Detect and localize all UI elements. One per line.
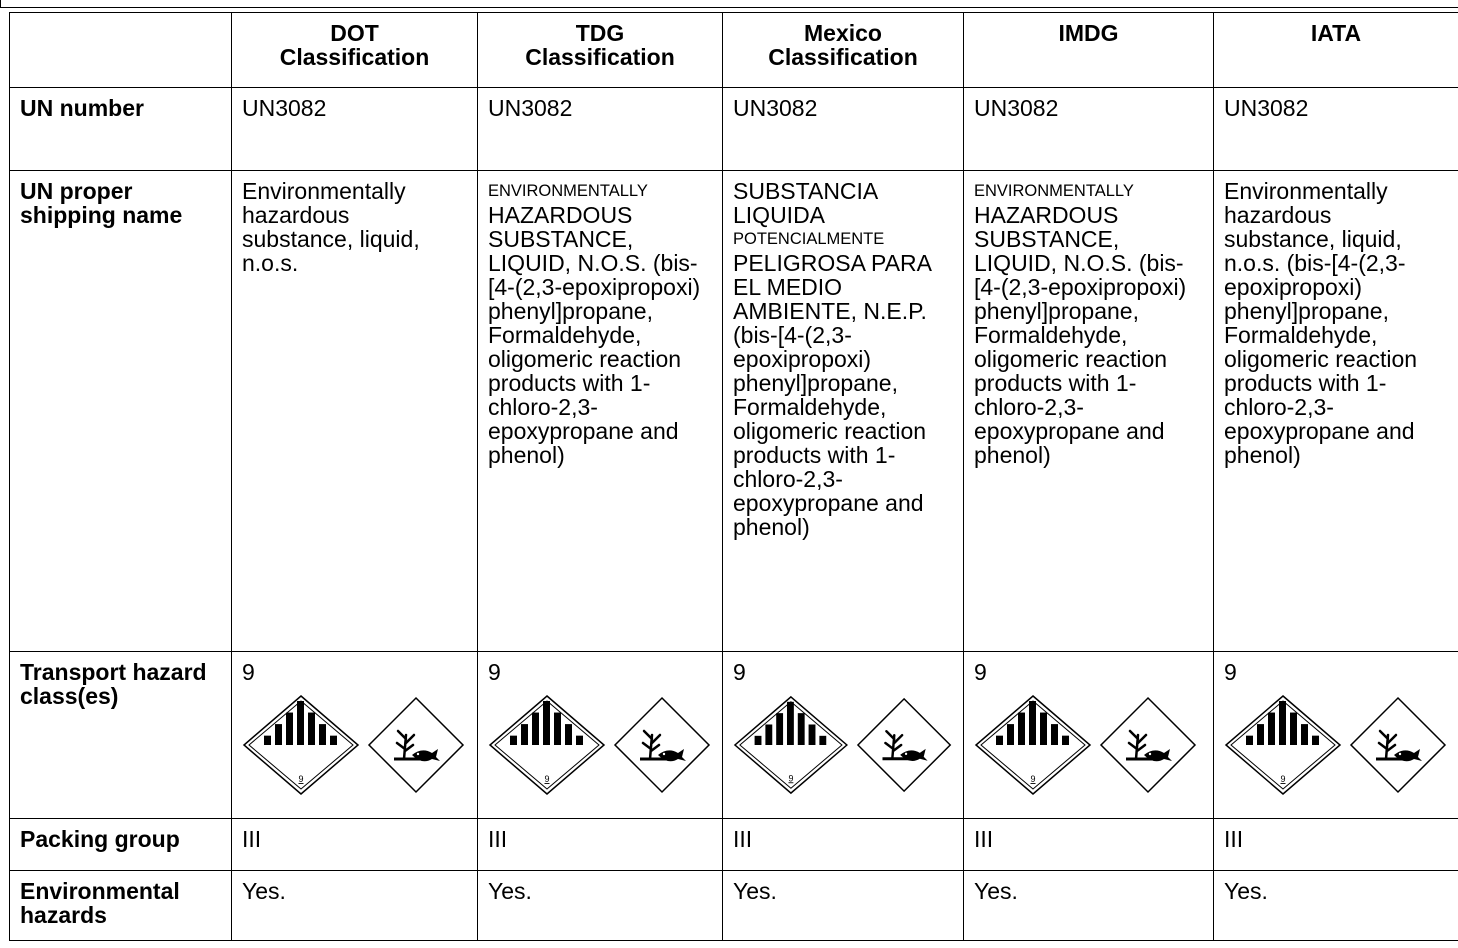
- un-number-mexico: UN3082: [723, 88, 964, 171]
- table-row-shipping-name: [10, 171, 1458, 652]
- row-label-environmental: Environmental hazards: [10, 871, 232, 941]
- shipping-name-mexico: SUBSTANCIA LIQUIDA POTENCIALMENTE PELIGROSA PARA EL MEDIO AMBIENTE, N.E.P. (bis-[4-(2,3-epoxipropoxi) phenyl]propane, Formaldehyde, oligomeric reaction products with 1-chloro-2,3-epoxypropane and phenol): [723, 171, 964, 652]
- shipping-name-iata: Environmentally hazardous substance, liquid, n.o.s. (bis-[4-(2,3-epoxipropoxi) phenyl]propane, Formaldehyde, oligomeric reaction products with 1-chloro-2,3-epoxypropane and phenol): [1214, 171, 1458, 652]
- packing-group-tdg: III: [478, 819, 723, 871]
- transport-information-table: [9, 12, 1458, 941]
- corner-cell: [10, 13, 232, 88]
- environmental-hazard-placard-icon: [855, 695, 953, 795]
- environmental-mexico: Yes.: [723, 871, 964, 941]
- previous-section-border: [0, 0, 1458, 8]
- hazard-class-imdg: 9 9: [964, 652, 1214, 819]
- un-number-dot: UN3082: [232, 88, 478, 171]
- table-row-packing-group: [10, 819, 1458, 871]
- environmental-hazard-placard-icon: [1348, 695, 1448, 795]
- row-label-un-number: UN number: [10, 88, 232, 171]
- environmental-hazard-placard-icon: [366, 695, 466, 795]
- packing-group-dot: III: [232, 819, 478, 871]
- svg-text:9: 9: [1280, 774, 1286, 784]
- column-header-dot: DOT Classification: [232, 13, 478, 88]
- placards: [974, 694, 1203, 796]
- environmental-iata: Yes.: [1214, 871, 1458, 941]
- table-row-environmental: [10, 871, 1458, 941]
- hazard-class-tdg: 9 9: [478, 652, 723, 819]
- row-label-hazard-class: Transport hazard class(es): [10, 652, 232, 819]
- environmental-imdg: Yes.: [964, 871, 1214, 941]
- svg-text:9: 9: [1030, 774, 1036, 784]
- class-9-placard-icon: [1224, 694, 1342, 796]
- column-header-iata: IATA: [1214, 13, 1458, 88]
- un-number-tdg: UN3082: [478, 88, 723, 171]
- header-row: [10, 13, 1458, 88]
- packing-group-mexico: III: [723, 819, 964, 871]
- environmental-hazard-placard-icon: [612, 695, 712, 795]
- un-number-iata: UN3082: [1214, 88, 1458, 171]
- packing-group-imdg: III: [964, 819, 1214, 871]
- shipping-name-dot: Environmentally hazardous substance, liquid, n.o.s.: [232, 171, 478, 652]
- placards: [733, 694, 953, 796]
- table-row-un-number: [10, 88, 1458, 171]
- class-9-placard-icon: [242, 694, 360, 796]
- class-9-placard-icon: [733, 694, 849, 796]
- hazard-class-iata: 9 9: [1214, 652, 1458, 819]
- column-header-tdg: TDG Classification: [478, 13, 723, 88]
- environmental-hazard-placard-icon: [1098, 695, 1198, 795]
- table-row-hazard-class: [10, 652, 1458, 819]
- placards: [1224, 694, 1448, 796]
- un-number-imdg: UN3082: [964, 88, 1214, 171]
- class-9-placard-icon: [974, 694, 1092, 796]
- row-label-packing-group: Packing group: [10, 819, 232, 871]
- placards: [488, 694, 712, 796]
- hazard-class-mexico: 9 9: [723, 652, 964, 819]
- svg-text:9: 9: [788, 773, 794, 784]
- environmental-tdg: Yes.: [478, 871, 723, 941]
- svg-text:9: 9: [298, 774, 304, 784]
- shipping-name-imdg: ENVIRONMENTALLY HAZARDOUS SUBSTANCE, LIQUID, N.O.S. (bis-[4-(2,3-epoxipropoxi) phenyl]propane, Formaldehyde, oligomeric reaction products with 1-chloro-2,3-epoxypropane and phenol): [964, 171, 1214, 652]
- shipping-name-tdg: ENVIRONMENTALLY HAZARDOUS SUBSTANCE, LIQUID, N.O.S. (bis-[4-(2,3-epoxipropoxi) phenyl]propane, Formaldehyde, oligomeric reaction products with 1-chloro-2,3-epoxypropane and phenol): [478, 171, 723, 652]
- placards: [242, 694, 467, 796]
- hazard-class-dot: 9 9: [232, 652, 478, 819]
- column-header-mexico: Mexico Classification: [723, 13, 964, 88]
- class-9-placard-icon: [488, 694, 606, 796]
- column-header-imdg: IMDG: [964, 13, 1214, 88]
- svg-text:9: 9: [544, 774, 550, 784]
- row-label-shipping-name: UN proper shipping name: [10, 171, 232, 652]
- environmental-dot: Yes.: [232, 871, 478, 941]
- packing-group-iata: III: [1214, 819, 1458, 871]
